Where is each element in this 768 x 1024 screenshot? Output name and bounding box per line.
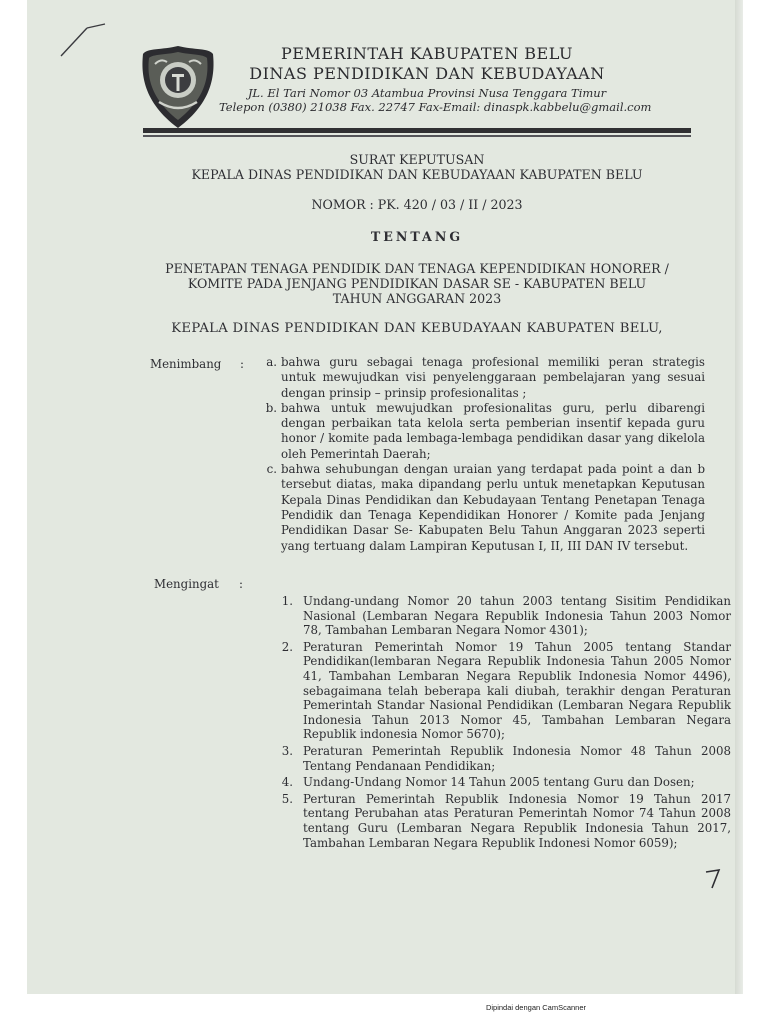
considering-item [255, 462, 705, 554]
letterhead [197, 44, 657, 114]
decree-subject-line: TAHUN ANGGARAN 2023 [332, 291, 502, 306]
decree-subject-line: KOMITE PADA JENJANG PENDIDIKAN DASAR SE - KABUPATEN BELU [187, 276, 647, 291]
decree-title: SURAT KEPUTUSAN [349, 152, 485, 167]
decree-authority: KEPALA DINAS PENDIDIKAN DAN KEBUDAYAAN KABUPATEN BELU, [171, 321, 663, 336]
item-marker: a. [266, 355, 277, 369]
letterhead-rule [143, 128, 691, 133]
scanner-watermark: Dipindai dengan CamScanner [485, 1003, 587, 1012]
office-address: JL. El Tari Nomor 03 Atambua Provinsi Nusa Tenggara Timur [247, 86, 607, 100]
item-marker: 3. [281, 743, 293, 758]
considering-colon: : [240, 357, 244, 371]
item-marker: b. [265, 400, 277, 415]
regulation-item [253, 744, 731, 773]
decree-subject-line: PENETAPAN TENAGA PENDIDIK DAN TENAGA KEPENDIDIKAN HONORER / [165, 261, 669, 276]
item-marker: 4. [281, 775, 293, 790]
item-text: Undang-Undang Nomor 14 Tahun 2005 tentang Guru dan Dosen; [303, 775, 695, 790]
considering-label: Menimbang [150, 357, 222, 371]
recalling-colon: : [239, 577, 243, 591]
considering-item [255, 401, 705, 462]
item-text: bahwa sehubungan dengan uraian yang terdapat pada point a dan b tersebut diatas, maka dipandang perlu untuk menetapkan Keputusan Kepala Dinas Pendidikan dan Kebudayaan Tentang Penetapan Tenaga Pendidik dan Tenaga Kependidikan Honorer / Komite pada Jenjang Pendidikan Dasar Se- Kabupaten Belu Tahun Anggaran 2023 seperti yang tertuang dalam Lampiran Keputusan I, II, III DAN IV tersebut. [281, 462, 705, 553]
page-edge-shadow [735, 0, 743, 994]
decree-about-label: TENTANG [370, 229, 464, 244]
item-text: Peraturan Pemerintah Republik Indonesia Nomor 48 Tahun 2008 Tentang Pendanaan Pendidikan; [303, 743, 731, 773]
regulation-item [253, 792, 731, 850]
recalling-list [253, 594, 731, 852]
regulation-item [253, 640, 731, 742]
recalling-label: Mengingat [154, 577, 219, 591]
page-continue-mark-icon [703, 866, 723, 892]
scanned-page [27, 0, 743, 994]
regulation-item [253, 775, 731, 790]
letterhead-rule-thin [143, 135, 691, 137]
pen-stroke-icon [57, 20, 109, 60]
item-text: Peraturan Pemerintah Nomor 19 Tahun 2005 tentang Standar Pendidikan(lembaran Negara Republik Indonesia Tahun 2005 Nomor 41, Tambahan Lembaran Negara Republik Indonesia Nomor 4496), sebagaimana telah beberapa kali diubah, terakhir dengan Peraturan Pemerintah Standar Nasional Pendidikan (Lembaran Negara Republik Indonesia Tahun 2013 Nomor 45, Tambahan Lembaran Negara Republik indonesia Nomor 5670); [303, 639, 731, 742]
government-name: PEMERINTAH KABUPATEN BELU [281, 44, 573, 63]
item-text: bahwa guru sebagai tenaga profesional memiliki peran strategis untuk mewujudkan visi penyelenggaraan pembelajaran yang sesuai dengan prinsip – prinsip profesionalitas ; [281, 355, 705, 400]
item-marker: 1. [281, 594, 293, 608]
item-text: Perturan Pemerintah Republik Indonesia Nomor 19 Tahun 2017 tentang Perubahan atas Peraturan Pemerintah Nomor 74 Tahun 2008 tentang Guru (Lembaran Negara Republik Indonesia Tahun 2017, Tambahan Lembaran Negara Republik Indonesi Nomor 6059); [303, 791, 731, 850]
item-text: bahwa untuk mewujudkan profesionalitas guru, perlu dibarengi dengan perbaikan tata kelola serta pemberian insentif kepada guru honor / komite pada lembaga-lembaga pendidikan dasar yang dikelola oleh Pemerintah Daerah; [281, 400, 705, 461]
item-marker: 5. [281, 791, 293, 806]
regulation-item [253, 594, 731, 638]
item-marker: 2. [281, 639, 293, 654]
considering-list [255, 355, 705, 554]
item-marker: c. [266, 462, 277, 477]
office-name: DINAS PENDIDIKAN DAN KEBUDAYAAN [249, 64, 605, 83]
considering-item [255, 355, 705, 401]
decree-issuer: KEPALA DINAS PENDIDIKAN DAN KEBUDAYAAN KABUPATEN BELU [191, 167, 643, 182]
office-contact: Telepon (0380) 21038 Fax. 22747 Fax-Email: dinaspk.kabbelu@gmail.com [219, 100, 652, 114]
item-text: Undang-undang Nomor 20 tahun 2003 tentang Sisitim Pendidikan Nasional (Lembaran Negara Republik Indonesia Tahun 2003 Nomor 78, Tambahan Lembaran Negara Nomor 4301); [303, 594, 731, 638]
decree-number: NOMOR : PK. 420 / 03 / II / 2023 [311, 197, 523, 212]
